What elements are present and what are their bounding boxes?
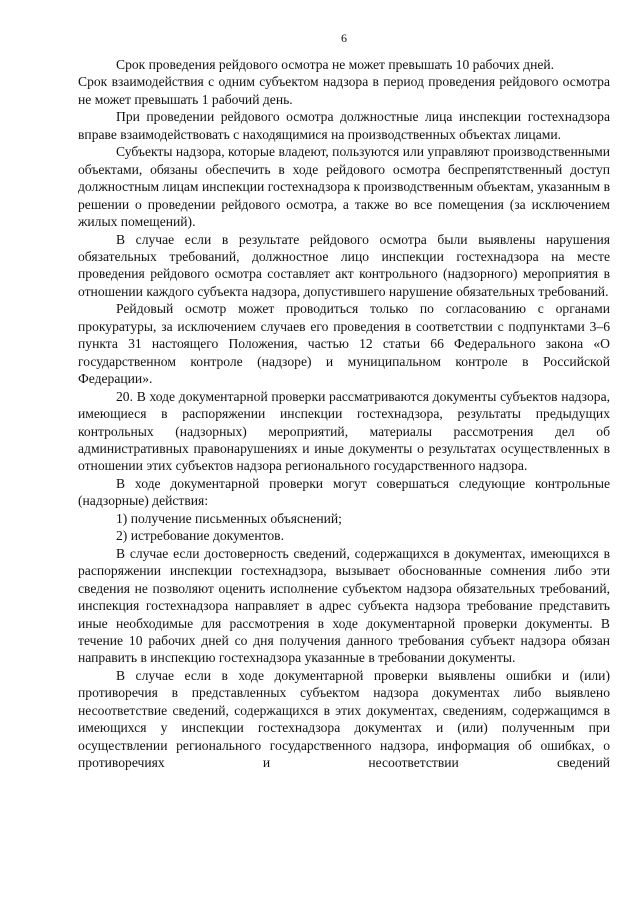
paragraph-interaction-duration: Срок взаимодействия с одним субъектом надзора в период проведения рейдового осмотра не может превышать 1 рабочий день.: [78, 74, 610, 107]
list-item-written-explanations: 1) получение письменных объяснений;: [116, 510, 342, 526]
paragraph-interaction-rights: При проведении рейдового осмотра должностные лица инспекции гостехнадзора вправе взаимодействовать с находящимися на производственных объектах лицами.: [78, 109, 610, 142]
paragraph-inspection-duration: Срок проведения рейдового осмотра не может превышать 10 рабочих дней.: [116, 57, 555, 72]
list-item-document-request: 2) истребование документов.: [116, 528, 284, 544]
paragraph-errors-found: В случае если в ходе документарной проверки выявлены ошибки и (или) противоречия в представленных субъектом надзора документах либо выявлено несоответствие сведений, содержащихся в этих документах, сведениям, содержащимся в имеющихся у инспекции гостехнадзора документах и (или) полученным при осуществлении регионального государственного надзора, информация об ошибках, о противоречиях и несоответствии сведений: [78, 667, 610, 771]
paragraph-access-obligations: Субъекты надзора, которые владеют, пользуются или управляют производственными объектами, обязаны обеспечить в ходе рейдового осмотра беспрепятственный доступ должностным лицам инспекции гостехнадзора к производственным объектам, указанным в решении о проведении рейдового осмотра, а также во все помещения (за исключением жилых помещений).: [78, 144, 610, 230]
paragraph-document-requirement: В случае если достоверность сведений, содержащихся в документах, имеющихся в распоряжении инспекции гостехнадзора, вызывает обоснованные сомнения либо эти сведения не позволяют оценить исполнение субъектом надзора обязательных требований, инспекция гостехнадзора направляет в адрес субъекта надзора требование представить иные необходимые для рассмотрения в ходе документарной проверки документы. В течение 10 рабочих дней со дня получения данного требования субъект надзора обязан направить в инспекцию гостехнадзора указанные в требовании документы.: [78, 545, 610, 666]
document-page: [78, 30, 610, 772]
paragraph-check-actions: В ходе документарной проверки могут совершаться следующие контрольные (надзорные) действия:: [78, 475, 610, 509]
paragraph-documentary-check: 20. В ходе документарной проверки рассматриваются документы субъектов надзора, имеющиеся в распоряжении инспекции гостехнадзора, результаты предыдущих контрольных (надзорных) мероприятий, материалы рассмотрения дел об административных правонарушениях и иные документы о результатах осуществленных в отношении этих субъектов надзора регионального государственного надзора.: [78, 388, 610, 474]
paragraph-prosecutor-approval: Рейдовый осмотр может проводиться только по согласованию с органами прокуратуры, за исключением случаев его проведения в соответствии с подпунктами 3–6 пункта 31 настоящего Положения, частью 12 статьи 66 Федерального закона «О государственном контроле (надзоре) и муниципальном контроле в Российской Федерации».: [78, 301, 610, 387]
paragraph-violation-act: В случае если в результате рейдового осмотра были выявлены нарушения обязательных требований, должностное лицо инспекции гостехнадзора на месте проведения рейдового осмотра составляет акт контрольного (надзорного) мероприятия в отношении каждого субъекта надзора, допустившего нарушение обязательных требований.: [78, 231, 610, 299]
page-number: 6: [341, 31, 347, 45]
